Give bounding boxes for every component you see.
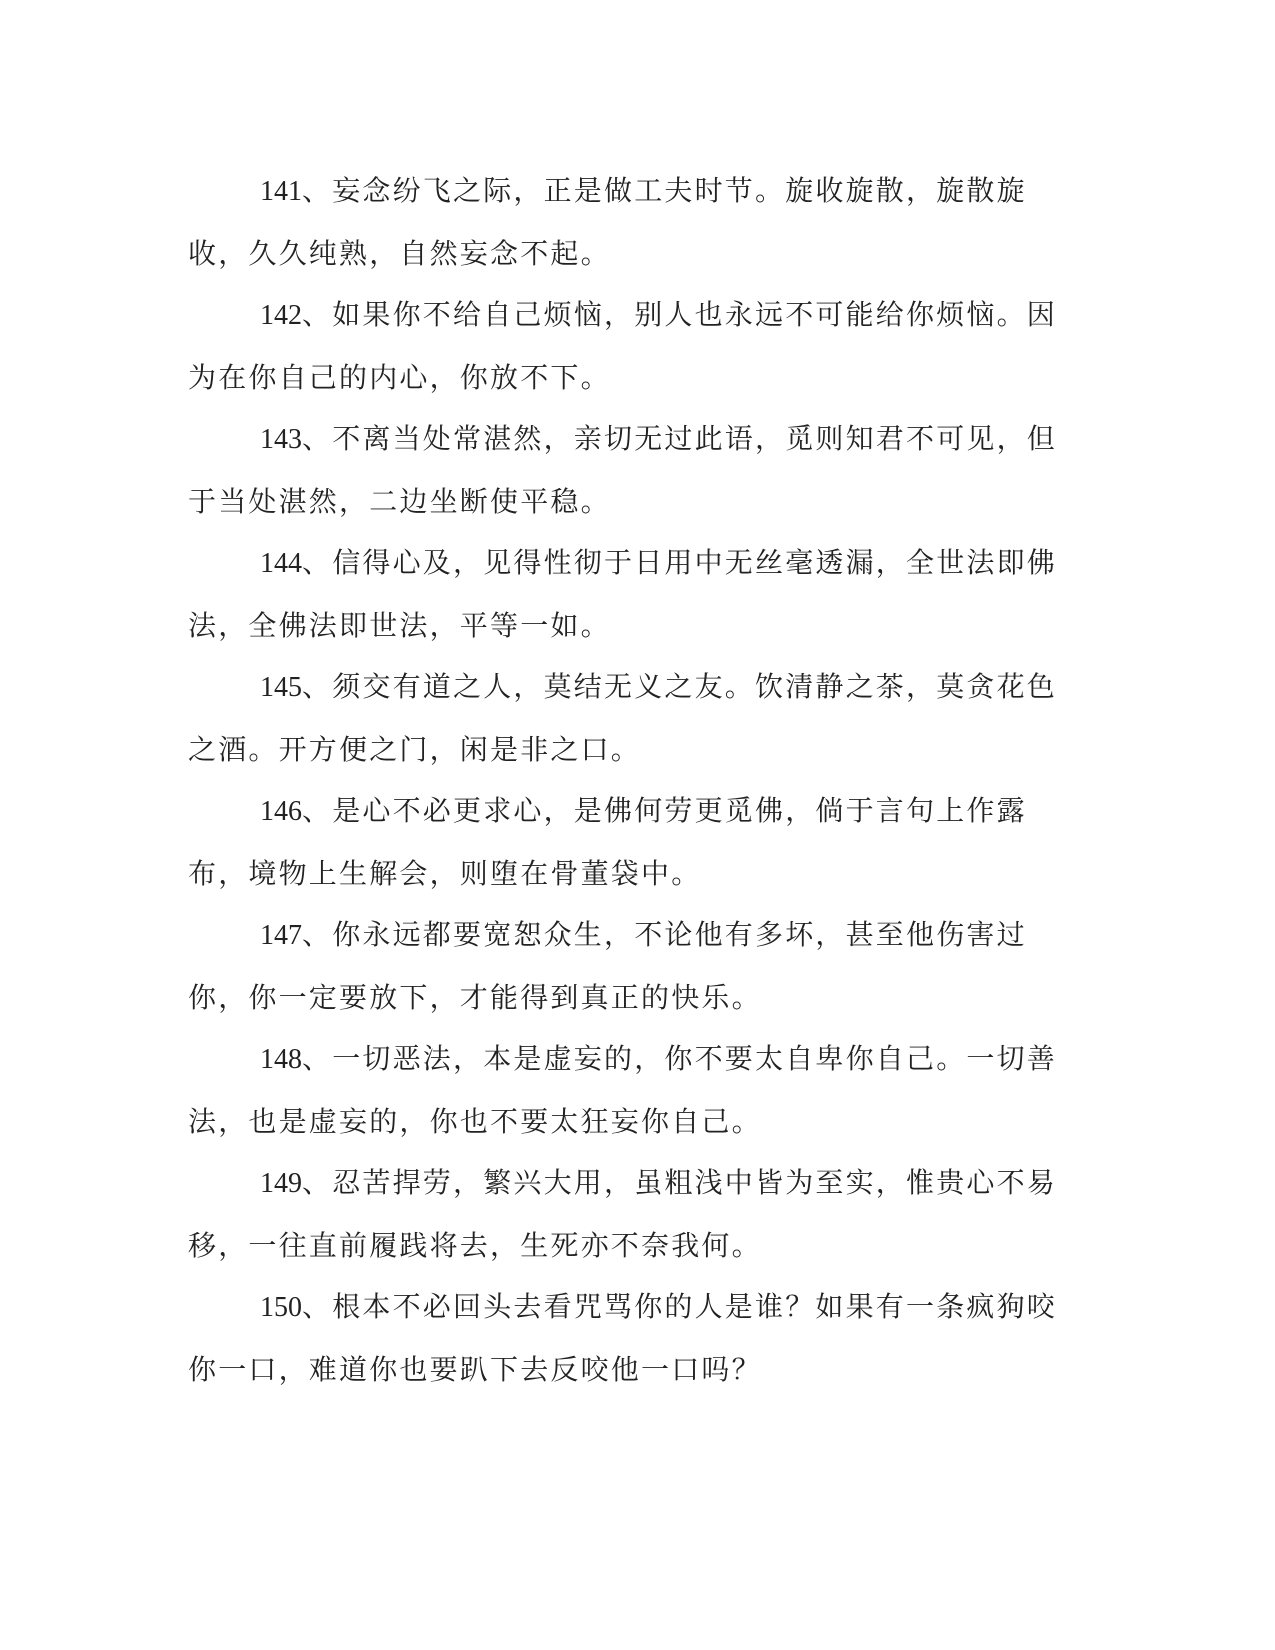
paragraph-number: 142 xyxy=(260,300,302,331)
paragraph-text: 、不离当处常湛然，亲切无过此语，觅则知君不可见，但于当处湛然，二边坐断使平稳。 xyxy=(188,422,1058,518)
paragraph-number: 141 xyxy=(260,176,302,207)
paragraph-text: 、是心不必更求心，是佛何劳更觅佛，倘于言句上作露布，境物上生解会，则堕在骨董袋中。 xyxy=(188,794,1027,890)
paragraph-149 xyxy=(188,1152,1058,1276)
paragraph-number: 147 xyxy=(260,920,302,951)
paragraph-146 xyxy=(188,780,1058,904)
document-body xyxy=(188,160,1058,1400)
paragraph-150 xyxy=(188,1276,1058,1400)
paragraph-144 xyxy=(188,532,1058,656)
paragraph-number: 149 xyxy=(260,1168,302,1199)
paragraph-text: 、忍苦捍劳，繁兴大用，虽粗浅中皆为至实，惟贵心不易移，一往直前履践将去，生死亦不奈我何。 xyxy=(188,1166,1058,1262)
paragraph-145 xyxy=(188,656,1058,780)
paragraph-text: 、如果你不给自己烦恼，别人也永远不可能给你烦恼。因为在你自己的内心，你放不下。 xyxy=(188,298,1058,394)
paragraph-143 xyxy=(188,408,1058,532)
paragraph-number: 143 xyxy=(260,424,302,455)
paragraph-text: 、根本不必回头去看咒骂你的人是谁？如果有一条疯狗咬你一口，难道你也要趴下去反咬他一口吗？ xyxy=(188,1290,1058,1386)
paragraph-text: 、信得心及，见得性彻于日用中无丝毫透漏，全世法即佛法，全佛法即世法，平等一如。 xyxy=(188,546,1058,642)
paragraph-147 xyxy=(188,904,1058,1028)
paragraph-number: 144 xyxy=(260,548,302,579)
paragraph-142 xyxy=(188,284,1058,408)
paragraph-text: 、你永远都要宽恕众生，不论他有多坏，甚至他伤害过你，你一定要放下，才能得到真正的快乐。 xyxy=(188,918,1027,1014)
paragraph-text: 、须交有道之人，莫结无义之友。饮清静之茶，莫贪花色之酒。开方便之门，闲是非之口。 xyxy=(188,670,1058,766)
paragraph-number: 146 xyxy=(260,796,302,827)
paragraph-text: 、妄念纷飞之际，正是做工夫时节。旋收旋散，旋散旋收，久久纯熟，自然妄念不起。 xyxy=(188,174,1027,270)
paragraph-number: 145 xyxy=(260,672,302,703)
paragraph-number: 148 xyxy=(260,1044,302,1075)
paragraph-141 xyxy=(188,160,1058,284)
paragraph-148 xyxy=(188,1028,1058,1152)
paragraph-number: 150 xyxy=(260,1292,302,1323)
paragraph-text: 、一切恶法，本是虚妄的，你不要太自卑你自己。一切善法，也是虚妄的，你也不要太狂妄你自己。 xyxy=(188,1042,1058,1138)
